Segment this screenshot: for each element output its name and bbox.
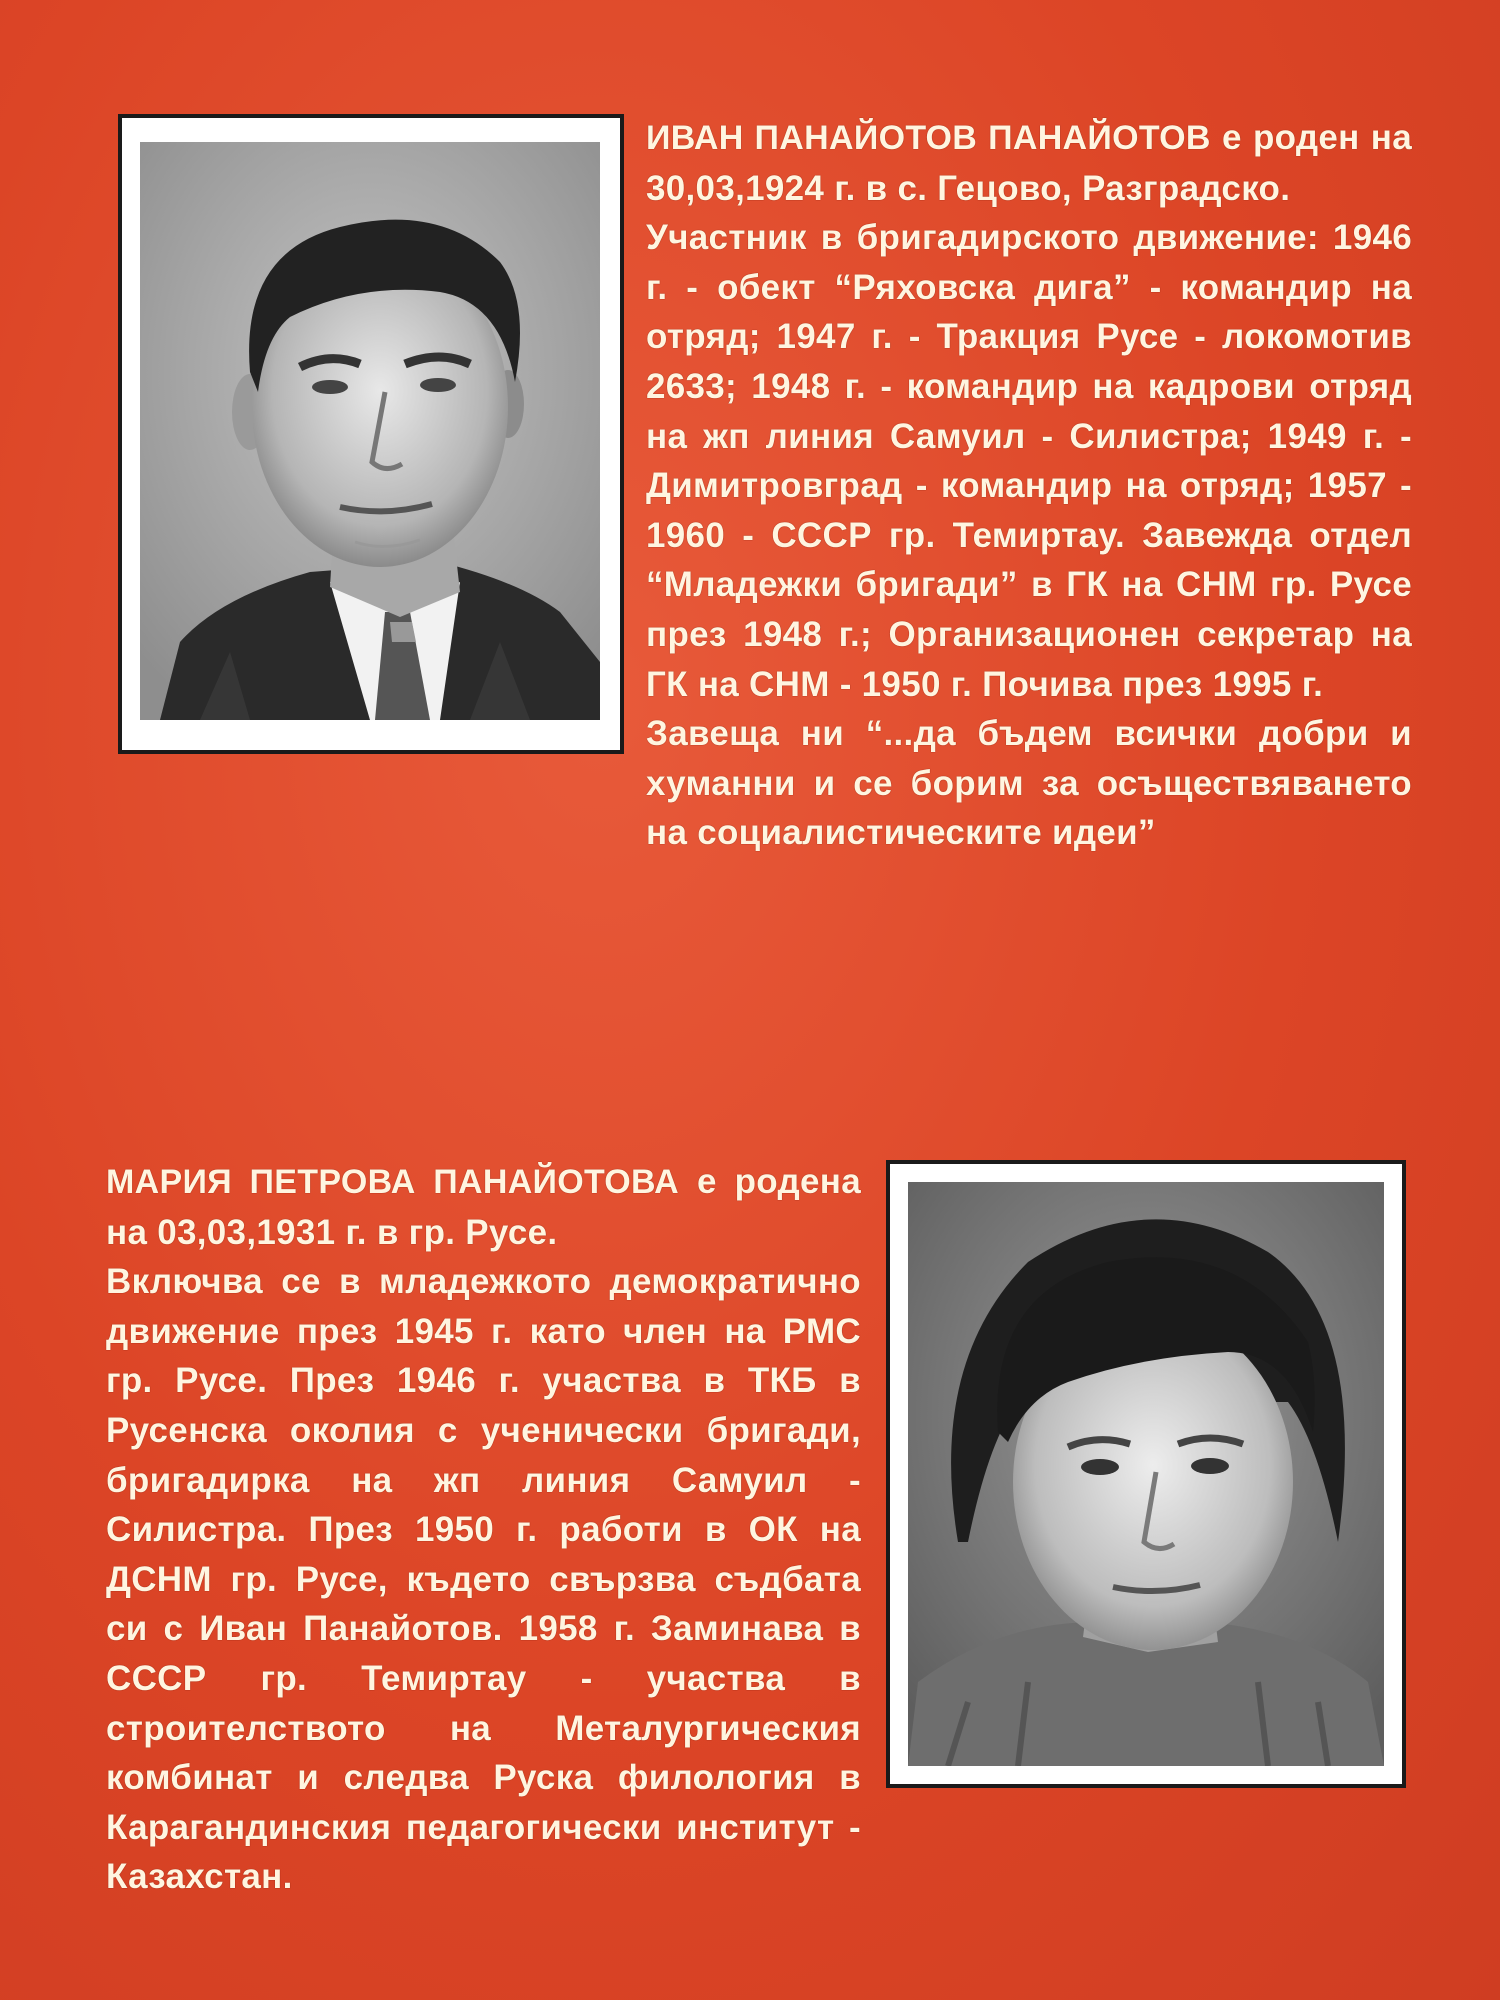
portrait-man-image bbox=[140, 142, 600, 720]
ivan-name: ИВАН ПАНАЙОТОВ ПАНАЙОТОВ bbox=[646, 119, 1211, 157]
ivan-birth: е роден на 30,03,1924 г. в с. Гецово, Разградско. bbox=[646, 118, 1412, 208]
portrait-ivan-panayotov bbox=[118, 114, 624, 754]
portrait-woman-image bbox=[908, 1182, 1384, 1766]
portrait-maria-panayotova bbox=[886, 1160, 1406, 1788]
maria-birth: е родена на 03,03,1931 г. в гр. Русе. bbox=[106, 1162, 861, 1252]
maria-career: Включва се в младежкото демократично движение през 1945 г. като член на РМС гр. Русе. През 1946 г. участва в ТКБ в Русенска околия с ученически бригади, бригадирка на жп линия Самуил - Силистра. През 1950 г. работи в ОК на ДСНМ гр. Русе, където свързва съдбата си с Иван Панайотов. 1958 г. Заминава в СССР гр. Темиртау - участва в строителството на Металургическия комбинат и следва Руска филология в Карагандинския педагогически институт - Казахстан. bbox=[106, 1262, 861, 1897]
bio-maria-panayotova bbox=[106, 1157, 861, 1902]
bio-ivan-intro bbox=[646, 113, 1412, 213]
ivan-legacy: Завеща ни “...да бъдем всички добри и хуманни и се борим за осъществяването на социалистическите идеи” bbox=[646, 714, 1412, 853]
bio-ivan-panayotov bbox=[646, 113, 1412, 858]
maria-name: МАРИЯ ПЕТРОВА ПАНАЙОТОВА bbox=[106, 1163, 680, 1201]
bio-maria-intro bbox=[106, 1157, 861, 1257]
ivan-career: Участник в бригадирското движение: 1946 г. - обект “Ряховска дига” - командир на отряд; 1947 г. - Тракция Русе - локомотив 2633; 1948 г. - командир на кадрови отряд на жп линия Самуил - Силистра; 1949 г. - Димитровград - командир на отряд; 1957 - 1960 - СССР гр. Темиртау. Завежда отдел “Младежки бригади” в ГК на СНМ гр. Русе през 1948 г.; Организационен секретар на ГК на СНМ - 1950 г. Почива през 1995 г. bbox=[646, 218, 1412, 704]
